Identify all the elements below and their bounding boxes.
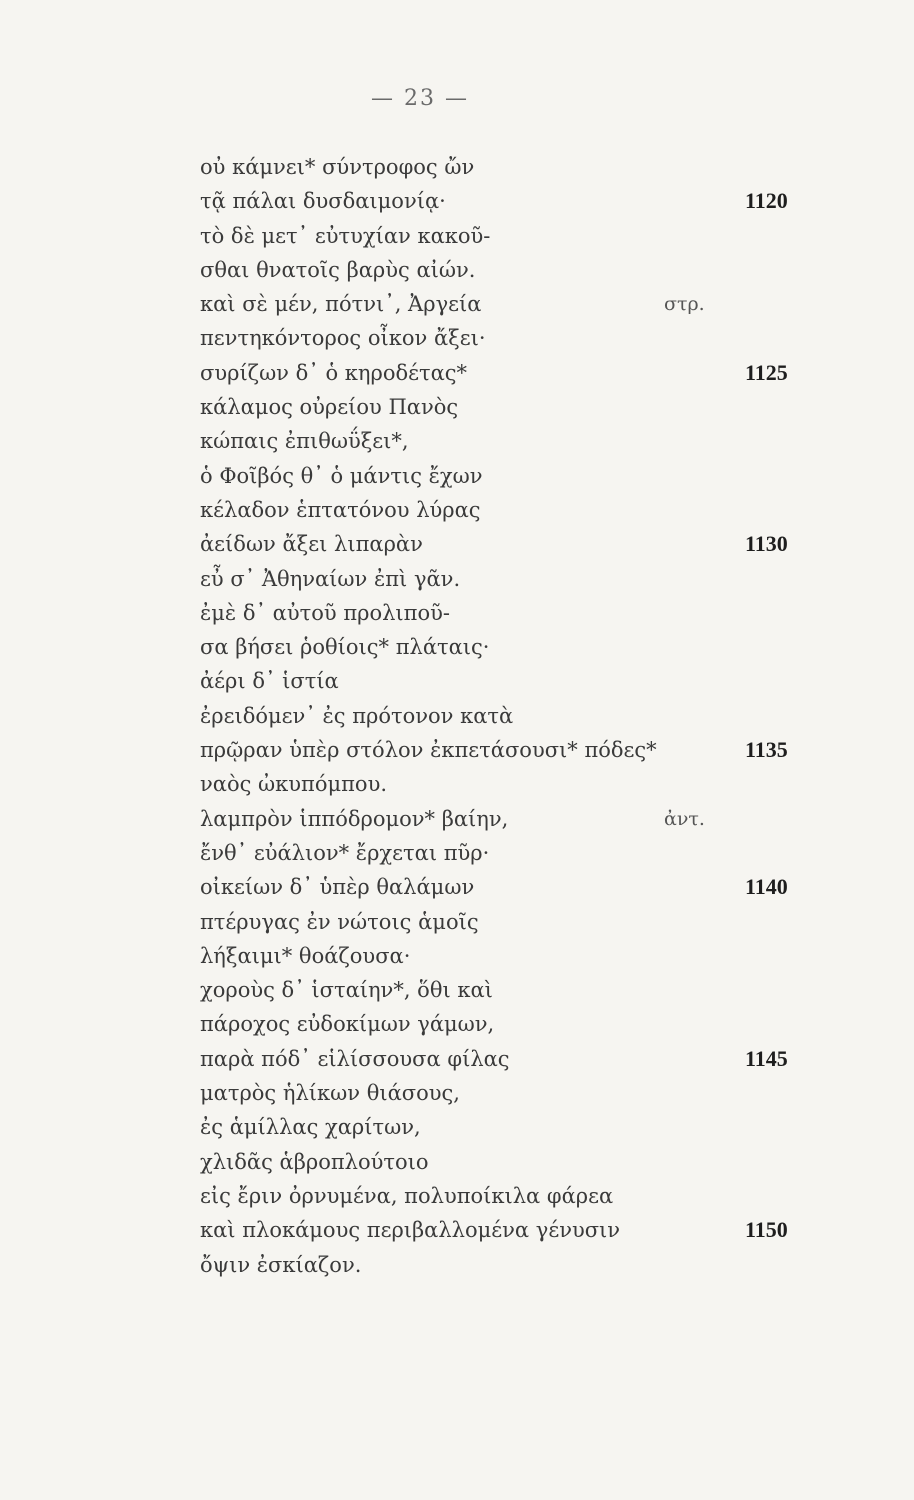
verse-line-text: κέλαδον ἑπτατόνου λύρας	[200, 497, 481, 522]
verse-line	[200, 390, 810, 424]
verse-line	[200, 493, 810, 527]
verse-line-text: τᾷ πάλαι δυσδαιμονίᾳ·	[200, 189, 446, 214]
verse-line	[200, 870, 810, 904]
verse-line	[200, 596, 810, 630]
verse-line-text: οὐ κάμνει* σύντροφος ὤν	[200, 155, 475, 179]
verse-line	[200, 1213, 810, 1247]
verse-line	[200, 287, 810, 321]
verse-line-text: κάλαμος οὐρείου Πανὸς	[200, 395, 459, 420]
verse-line	[200, 527, 810, 561]
verse-line-text: οἰκείων δ᾽ ὑπὲρ θαλάμων	[200, 875, 475, 900]
verse-line	[200, 939, 810, 973]
verse-line-text: ἐμὲ δ᾽ αὐτοῦ προλιποῦ-	[200, 600, 450, 625]
line-number: 1140	[745, 874, 788, 900]
verse-line	[200, 1076, 810, 1110]
verse-line	[200, 321, 810, 355]
verse-line-text: χοροὺς δ᾽ ἱσταίην*, ὅθι καὶ	[200, 978, 493, 1003]
verse-line-text: συρίζων δ᾽ ὁ κηροδέτας*	[200, 360, 468, 385]
verse-line	[200, 905, 810, 939]
verse-line-text: σα βήσει ῥοθίοις* πλάταις·	[200, 635, 490, 660]
verse-line	[200, 664, 810, 698]
verse-line	[200, 802, 810, 836]
verse-line-text: ἐρειδόμεν᾽ ἐς πρότονον κατὰ	[200, 703, 514, 728]
line-number: 1135	[745, 737, 788, 763]
verse-line-text: ἐς ἁμίλλας χαρίτων,	[200, 1115, 421, 1140]
verse-block	[200, 150, 810, 1282]
verse-line-text: καὶ πλοκάμους περιβαλλομένα γένυσιν	[200, 1218, 621, 1243]
verse-line	[200, 150, 810, 184]
strophe-marker: στρ.	[664, 293, 705, 316]
verse-line	[200, 184, 810, 218]
verse-line	[200, 1179, 810, 1213]
verse-line	[200, 562, 810, 596]
verse-line	[200, 767, 810, 801]
verse-line-text: πτέρυγας ἐν νώτοις ἁμοῖς	[200, 909, 479, 934]
verse-line	[200, 1042, 810, 1076]
verse-line-text: χλιδᾶς ἁβροπλούτοιο	[200, 1149, 429, 1174]
page-number: — 23 —	[371, 86, 469, 111]
verse-line-text: ἀέρι δ᾽ ἱστία	[200, 669, 339, 694]
verse-line-text: τὸ δὲ μετ᾽ εὐτυχίαν κακοῦ-	[200, 223, 491, 248]
verse-line-text: πάροχος εὐδοκίμων γάμων,	[200, 1012, 495, 1037]
verse-line	[200, 630, 810, 664]
line-number: 1130	[745, 531, 788, 557]
verse-line-text: κώπαις ἐπιθωΰξει*,	[200, 429, 409, 454]
verse-line	[200, 836, 810, 870]
verse-line-text: σθαι θνατοῖς βαρὺς αἰών.	[200, 257, 476, 282]
verse-line	[200, 253, 810, 287]
line-number: 1125	[745, 359, 788, 385]
verse-line-text: λαμπρὸν ἱππόδρομον* βαίην,	[200, 806, 509, 831]
verse-line-text: παρὰ πόδ᾽ εἱλίσσουσα φίλας	[200, 1046, 510, 1071]
verse-line-text: ἔνθ᾽ εὐάλιον* ἔρχεται πῦρ·	[200, 840, 490, 865]
verse-line	[200, 973, 810, 1007]
verse-line-text: ναὸς ὠκυπόμπου.	[200, 772, 388, 797]
verse-line	[200, 1248, 810, 1282]
verse-line	[200, 733, 810, 767]
verse-line	[200, 459, 810, 493]
verse-line-text: ματρὸς ἡλίκων θιάσους,	[200, 1081, 460, 1106]
strophe-marker: ἀντ.	[664, 807, 705, 830]
line-number: 1145	[745, 1045, 788, 1071]
verse-line-text: εὖ σ᾽ Ἀθηναίων ἐπὶ γᾶν.	[200, 566, 461, 591]
verse-line-text: λήξαιμι* θοάζουσα·	[200, 943, 411, 968]
verse-line	[200, 356, 810, 390]
verse-line-text: ὄψιν ἐσκίαζον.	[200, 1252, 362, 1277]
verse-line-text: καὶ σὲ μέν, πότνι᾽, Ἀργεία	[200, 292, 482, 317]
verse-line	[200, 219, 810, 253]
verse-line	[200, 699, 810, 733]
verse-line	[200, 1007, 810, 1041]
line-number: 1120	[745, 188, 788, 214]
verse-line-text: ἀείδων ἄξει λιπαρὰν	[200, 532, 423, 557]
verse-line	[200, 424, 810, 458]
verse-line	[200, 1145, 810, 1179]
verse-line	[200, 1110, 810, 1144]
verse-line-text: εἰς ἔριν ὀρνυμένα, πολυποίκιλα φάρεα	[200, 1183, 614, 1208]
verse-line-text: ὁ Φοῖβός θ᾽ ὁ μάντις ἔχων	[200, 463, 483, 488]
verse-line-text: πρῷραν ὑπὲρ στόλον ἐκπετάσουσι* πόδες*	[200, 738, 657, 763]
line-number: 1150	[745, 1217, 788, 1243]
verse-line-text: πεντηκόντορος οἶκον ἄξει·	[200, 326, 486, 351]
